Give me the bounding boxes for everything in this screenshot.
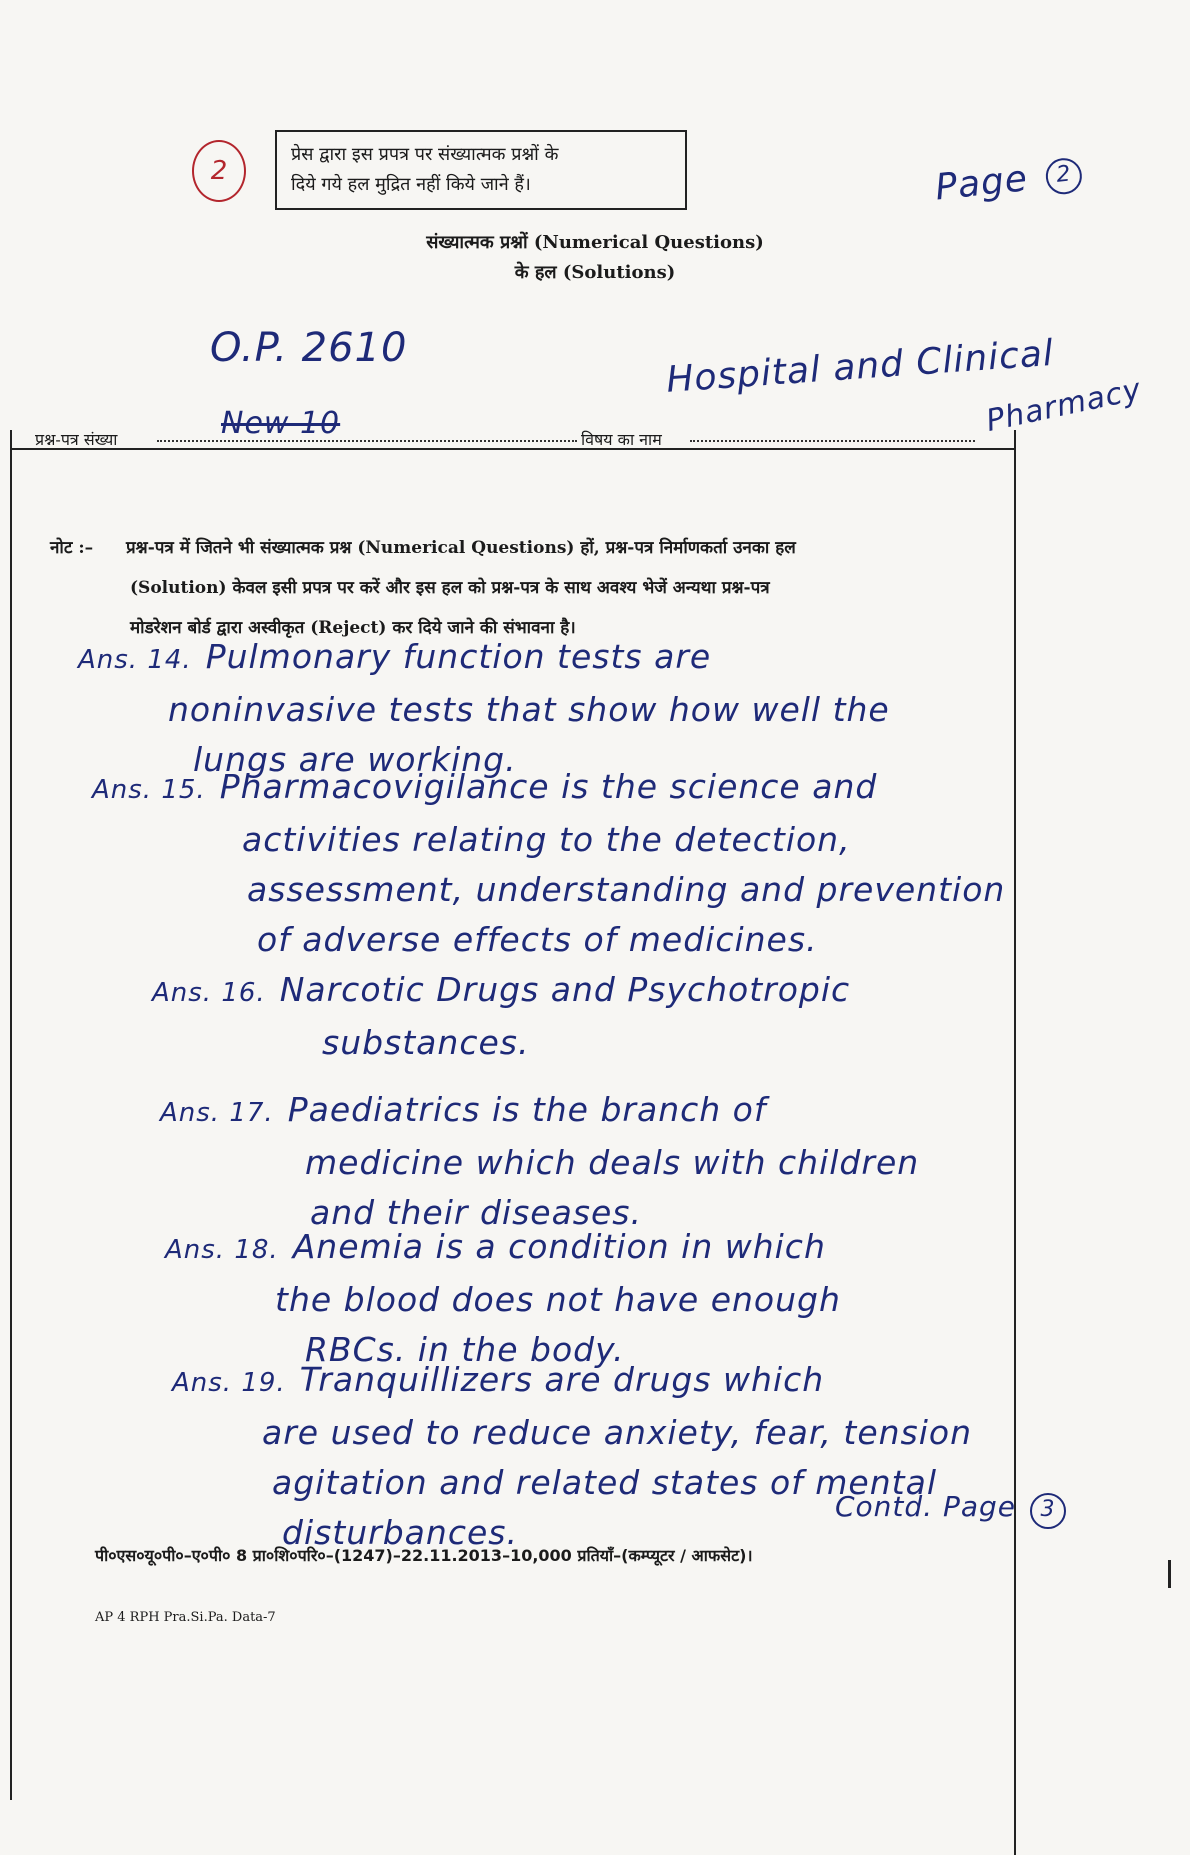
- note-prefix: नोट :–: [50, 538, 94, 558]
- subject-dotted-line: [690, 440, 975, 442]
- frame-top-border: [10, 448, 1015, 450]
- heading-line2: के हल (Solutions): [514, 262, 676, 283]
- answer-line: agitation and related states of mental: [272, 1463, 937, 1502]
- continued-note: [835, 1490, 1066, 1529]
- handwritten-subject-line1: Hospital and Clinical: [665, 332, 1056, 401]
- answer-line: medicine which deals with children: [305, 1143, 920, 1182]
- answer-line: Narcotic Drugs and Psychotropic: [279, 970, 851, 1009]
- note-line1-text: प्रश्न-पत्र में जितने भी संख्यात्मक प्रश्न (Numerical Questions) हों, प्रश्न-पत्र निर्माणकर्ता उनका हल: [126, 538, 796, 558]
- subject-label: विषय का नाम: [581, 430, 662, 449]
- page-heading: [0, 228, 1190, 288]
- answer-line: noninvasive tests that show how well the: [168, 690, 890, 729]
- answer-18: [165, 1222, 841, 1375]
- answer-label: Ans. 16.: [152, 978, 266, 1008]
- answer-line: disturbances.: [282, 1513, 518, 1552]
- page-number-circle: 2: [1044, 156, 1084, 196]
- answer-line: the blood does not have enough: [275, 1280, 841, 1319]
- answer-line: RBCs. in the body.: [305, 1330, 625, 1369]
- qp-number-label: प्रश्न-पत्र संख्या: [35, 430, 118, 449]
- press-notice-line1: प्रेस द्वारा इस प्रपत्र पर संख्यात्मक प्रश्नों के: [291, 144, 559, 165]
- handwritten-qp-number: O.P. 2610: [210, 325, 408, 371]
- struck-through-qp: New 10: [221, 406, 341, 441]
- print-footer: पी०एस०यू०पी०–ए०पी० 8 प्रा०शि०परि०–(1247)–22.11.2013–10,000 प्रतियाँ–(कम्प्यूटर / आफसेट)।: [95, 1546, 753, 1565]
- frame-right-border: [1014, 430, 1016, 1855]
- edge-mark: [1168, 1560, 1171, 1588]
- answer-line: Paediatrics is the branch of: [287, 1090, 767, 1129]
- continued-page-circle: 3: [1030, 1493, 1066, 1529]
- press-notice-box: [275, 130, 687, 210]
- instruction-note: [50, 528, 995, 648]
- qp-dotted-line: [157, 440, 577, 442]
- note-line1: [50, 528, 995, 568]
- answer-label: Ans. 18.: [165, 1235, 279, 1265]
- answer-line: Anemia is a condition in which: [292, 1227, 826, 1266]
- answer-line: lungs are working.: [193, 740, 517, 779]
- answer-line: activities relating to the detection,: [242, 820, 851, 859]
- answer-line: substances.: [322, 1023, 530, 1062]
- answer-label: Ans. 15.: [92, 775, 206, 805]
- answer-label: Ans. 17.: [160, 1098, 274, 1128]
- answer-15: [92, 762, 1005, 965]
- answer-line: Pharmacovigilance is the science and: [219, 767, 878, 806]
- answer-17: [160, 1085, 919, 1238]
- frame-left-border: [10, 430, 12, 1800]
- answer-line: assessment, understanding and prevention: [247, 870, 1006, 909]
- page-label-text: Page: [933, 158, 1030, 209]
- answer-label: Ans. 14.: [78, 645, 192, 675]
- answer-line: are used to reduce anxiety, fear, tension: [262, 1413, 973, 1452]
- press-notice-line2: दिये गये हल मुद्रित नहीं किये जाने हैं।: [291, 174, 531, 195]
- answer-line: of adverse effects of medicines.: [257, 920, 818, 959]
- continued-text: Contd. Page: [835, 1490, 1017, 1523]
- note-line3: मोडरेशन बोर्ड द्वारा अस्वीकृत (Reject) कर दिये जाने की संभावना है।: [130, 618, 576, 638]
- answer-line: Pulmonary function tests are: [205, 637, 712, 676]
- answer-label: Ans. 19.: [172, 1368, 286, 1398]
- heading-line1: संख्यात्मक प्रश्नों (Numerical Questions): [426, 232, 764, 253]
- handwritten-subject-line2: Pharmacy: [983, 371, 1145, 440]
- answer-16: [152, 965, 850, 1068]
- note-line2: (Solution) केवल इसी प्रपत्र पर करें और इस हल को प्रश्न-पत्र के साथ अवश्य भेजें अन्यथा प्रश्न-पत्र: [130, 578, 770, 598]
- answer-line: Tranquillizers are drugs which: [299, 1360, 825, 1399]
- handwritten-page-label: [933, 152, 1084, 208]
- circled-page-number: 2: [192, 140, 246, 202]
- answer-line: and their diseases.: [310, 1193, 642, 1232]
- footer-code: AP 4 RPH Pra.Si.Pa. Data-7: [95, 1610, 276, 1625]
